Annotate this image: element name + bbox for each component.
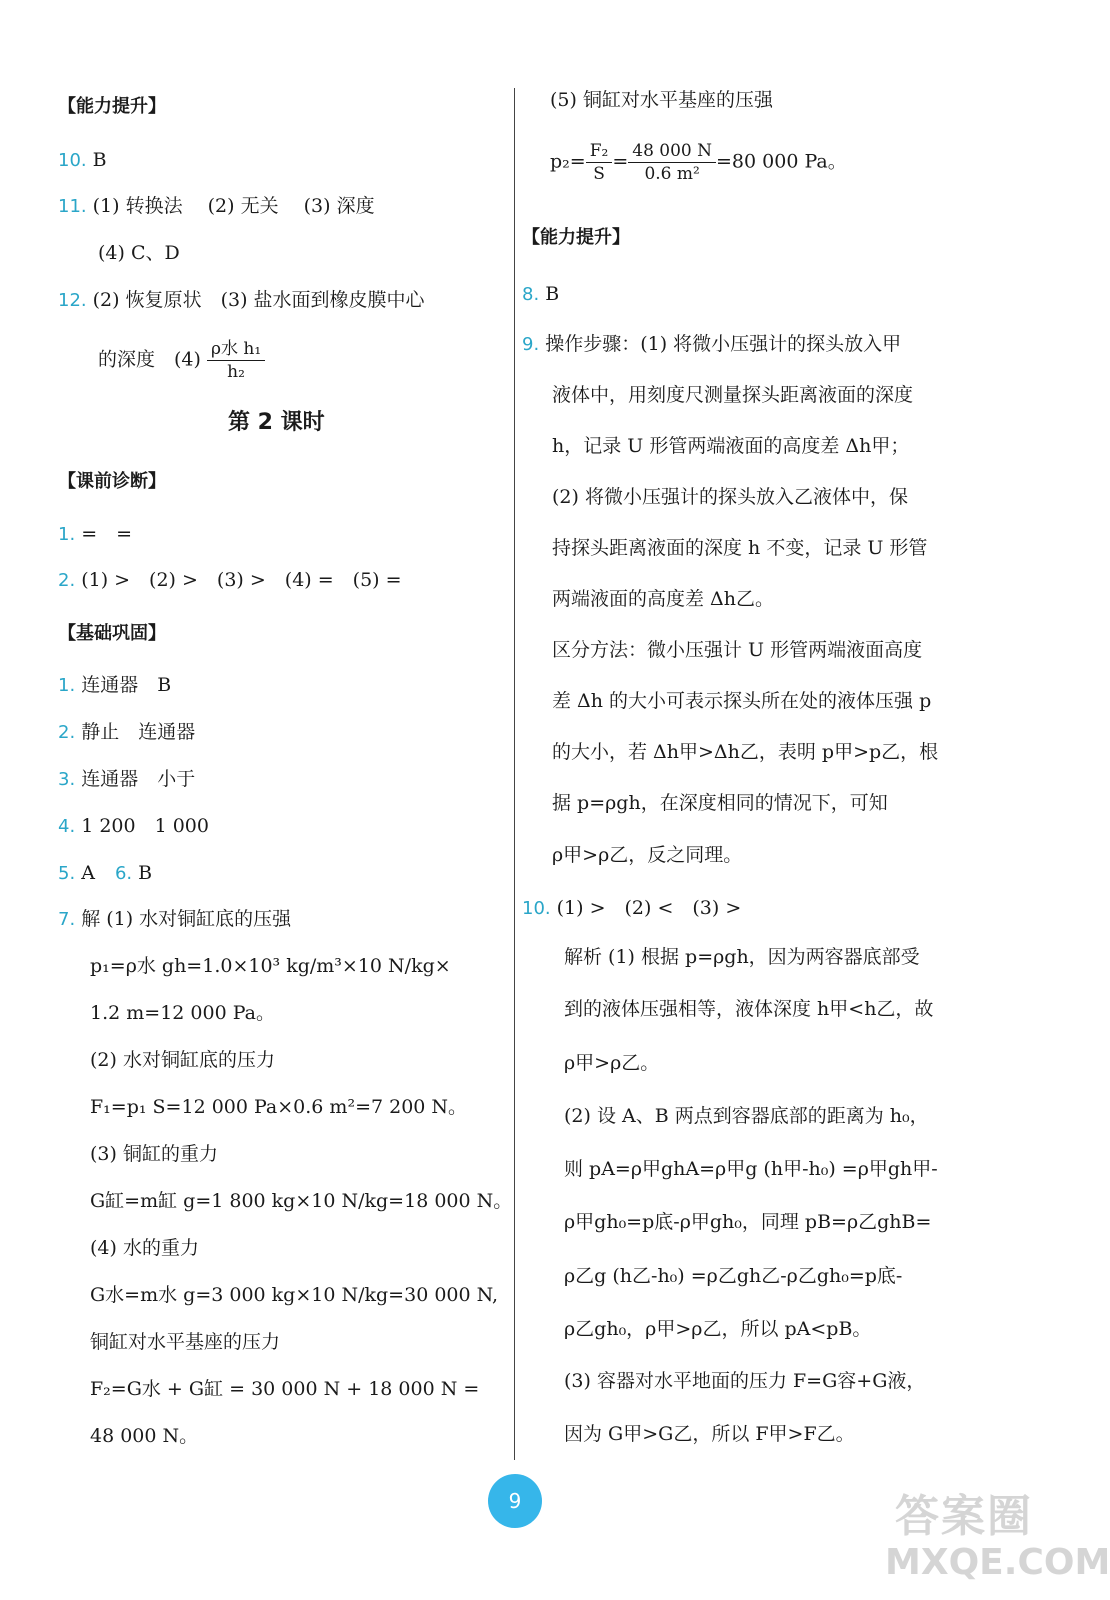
answer-9 xyxy=(522,332,901,357)
diag-1 xyxy=(58,522,132,547)
question-number: 1. xyxy=(58,675,76,696)
fraction xyxy=(586,140,613,185)
watermark-url: MXQE.COM xyxy=(885,1542,1110,1583)
section-ability: 【能力提升】 xyxy=(522,227,630,248)
answer-text: (1) > (2) < (3) > xyxy=(556,897,742,919)
analysis-line: 因为 G甲>G乙，所以 F甲>F乙。 xyxy=(564,1423,855,1445)
solution-line: 48 000 N。 xyxy=(90,1425,199,1447)
page-number: 9 xyxy=(488,1474,542,1528)
answer-text: (1) > (2) > (3) > (4) = (5) = xyxy=(81,569,402,591)
fraction xyxy=(207,338,265,383)
answer-text: = = xyxy=(81,523,133,545)
answer-text: 连通器 小于 xyxy=(81,768,196,790)
solution-line: (4) 水的重力 xyxy=(90,1237,199,1259)
question-number: 10. xyxy=(522,898,551,919)
answer-text: 1 200 1 000 xyxy=(81,815,209,837)
answer-line: h，记录 U 形管两端液面的高度差 Δh甲； xyxy=(552,435,910,457)
analysis-line: (2) 设 A、B 两点到容器底部的距离为 h₀， xyxy=(564,1105,929,1127)
basic-4 xyxy=(58,814,209,839)
answer-10 xyxy=(58,148,107,173)
question-number: 11. xyxy=(58,196,87,217)
answer-text: 连通器 B xyxy=(81,674,172,696)
lesson-title: 第 2 课时 xyxy=(228,410,325,435)
solution-part-5: (5) 铜缸对水平基座的压强 xyxy=(550,89,773,111)
question-number: 5. xyxy=(58,863,76,884)
answer-11-cont: (4) C、D xyxy=(98,242,180,264)
answer-10 xyxy=(522,896,741,921)
pressure-formula xyxy=(550,140,847,185)
answer-12 xyxy=(58,288,425,313)
column-divider xyxy=(514,88,515,1460)
fraction-numerator: 48 000 N xyxy=(628,140,716,163)
analysis-line: ρ乙gh₀，ρ甲>ρ乙，所以 pA<pB。 xyxy=(564,1318,872,1340)
answer-text: 操作步骤：(1) 将微小压强计的探头放入甲 xyxy=(545,333,902,355)
formula-lhs: p₂= xyxy=(550,150,586,173)
question-number: 4. xyxy=(58,816,76,837)
question-number: 7. xyxy=(58,909,76,930)
answer-line: 液体中，用刻度尺测量探头距离液面的深度 xyxy=(552,384,914,406)
solution-line: G缸=m缸 g=1 800 kg×10 N/kg=18 000 N。 xyxy=(90,1190,513,1212)
fraction-numerator: ρ水 h₁ xyxy=(207,338,265,361)
answer-text: (1) 转换法 (2) 无关 (3) 深度 xyxy=(92,195,375,217)
answer-text: 解 (1) 水对铜缸底的压强 xyxy=(81,908,292,930)
watermark-logo xyxy=(885,1480,1110,1592)
solution-line: p₁=ρ水 gh=1.0×10³ kg/m³×10 N/kg× xyxy=(90,955,451,977)
analysis-line: 解析 (1) 根据 p=ρgh，因为两容器底部受 xyxy=(564,946,920,968)
fraction-denominator: S xyxy=(593,164,605,184)
question-number: 6. xyxy=(114,863,133,884)
question-number: 8. xyxy=(522,284,540,305)
answer-8 xyxy=(522,282,559,307)
question-number: 2. xyxy=(58,570,76,591)
answer-line: 两端液面的高度差 Δh乙。 xyxy=(552,588,774,610)
formula-equals: = xyxy=(612,150,629,173)
answer-line: 据 p=ρgh，在深度相同的情况下，可知 xyxy=(552,792,888,814)
diag-2 xyxy=(58,568,402,593)
solution-line: (3) 铜缸的重力 xyxy=(90,1143,218,1165)
analysis-line: 则 pA=ρ甲ghA=ρ甲g (h甲-h₀) =ρ甲gh甲- xyxy=(564,1158,938,1180)
answer-text: 的深度 (4) xyxy=(98,348,201,371)
section-basic: 【基础巩固】 xyxy=(58,623,166,644)
watermark-text: 答案圈 xyxy=(895,1491,1033,1542)
solution-line: 铜缸对水平基座的压力 xyxy=(90,1331,281,1353)
analysis-line: ρ甲gh₀=p底-ρ甲gh₀，同理 pB=ρ乙ghB= xyxy=(564,1211,932,1233)
answer-line: ρ甲>ρ乙，反之同理。 xyxy=(552,844,743,866)
solution-line: (2) 水对铜缸底的压力 xyxy=(90,1049,275,1071)
fraction-numerator: F₂ xyxy=(586,140,613,163)
analysis-line: 到的液体压强相等，液体深度 h甲<h乙，故 xyxy=(564,998,934,1020)
fraction xyxy=(628,140,716,185)
answer-line: 持探头距离液面的深度 h 不变，记录 U 形管 xyxy=(552,537,928,559)
solution-line: 1.2 m=12 000 Pa。 xyxy=(90,1002,275,1024)
answer-line: 差 Δh 的大小可表示探头所在处的液体压强 p xyxy=(552,690,932,712)
solution-line: F₂=G水 + G缸 = 30 000 N + 18 000 N = xyxy=(90,1378,480,1400)
basic-1 xyxy=(58,673,171,698)
answer-text: A xyxy=(81,862,95,884)
answer-text: (2) 恢复原状 (3) 盐水面到橡皮膜中心 xyxy=(92,289,425,311)
section-diagnosis: 【课前诊断】 xyxy=(58,471,166,492)
question-number: 12. xyxy=(58,290,87,311)
analysis-line: ρ乙g (h乙-h₀) =ρ乙gh乙-ρ乙gh₀=p底- xyxy=(564,1265,903,1287)
answer-12-cont xyxy=(98,338,265,383)
basic-3 xyxy=(58,767,195,792)
basic-2 xyxy=(58,720,195,745)
fraction-denominator: 0.6 m² xyxy=(644,164,700,184)
basic-7 xyxy=(58,907,291,932)
answer-text: 静止 连通器 xyxy=(81,721,196,743)
analysis-line: (3) 容器对水平地面的压力 F=G容+G液， xyxy=(564,1370,926,1392)
section-ability: 【能力提升】 xyxy=(58,96,166,117)
analysis-line: ρ甲>ρ乙。 xyxy=(564,1052,660,1074)
solution-line: F₁=p₁ S=12 000 Pa×0.6 m²=7 200 N。 xyxy=(90,1096,468,1118)
fraction-denominator: h₂ xyxy=(227,362,245,382)
question-number: 2. xyxy=(58,722,76,743)
answer-text: B xyxy=(545,283,560,305)
answer-text: B xyxy=(138,862,153,884)
solution-line: G水=m水 g=3 000 kg×10 N/kg=30 000 N, xyxy=(90,1284,499,1306)
answer-text: B xyxy=(92,149,107,171)
question-number: 9. xyxy=(522,334,540,355)
answer-line: 的大小，若 Δh甲>Δh乙，表明 p甲>p乙，根 xyxy=(552,741,939,763)
answer-11 xyxy=(58,194,375,219)
question-number: 10. xyxy=(58,150,87,171)
question-number: 1. xyxy=(58,524,76,545)
basic-5-6 xyxy=(58,861,152,886)
answer-line: (2) 将微小压强计的探头放入乙液体中，保 xyxy=(552,486,908,508)
question-number: 3. xyxy=(58,769,76,790)
formula-rhs: =80 000 Pa。 xyxy=(716,150,847,173)
answer-line: 区分方法：微小压强计 U 形管两端液面高度 xyxy=(552,639,923,661)
